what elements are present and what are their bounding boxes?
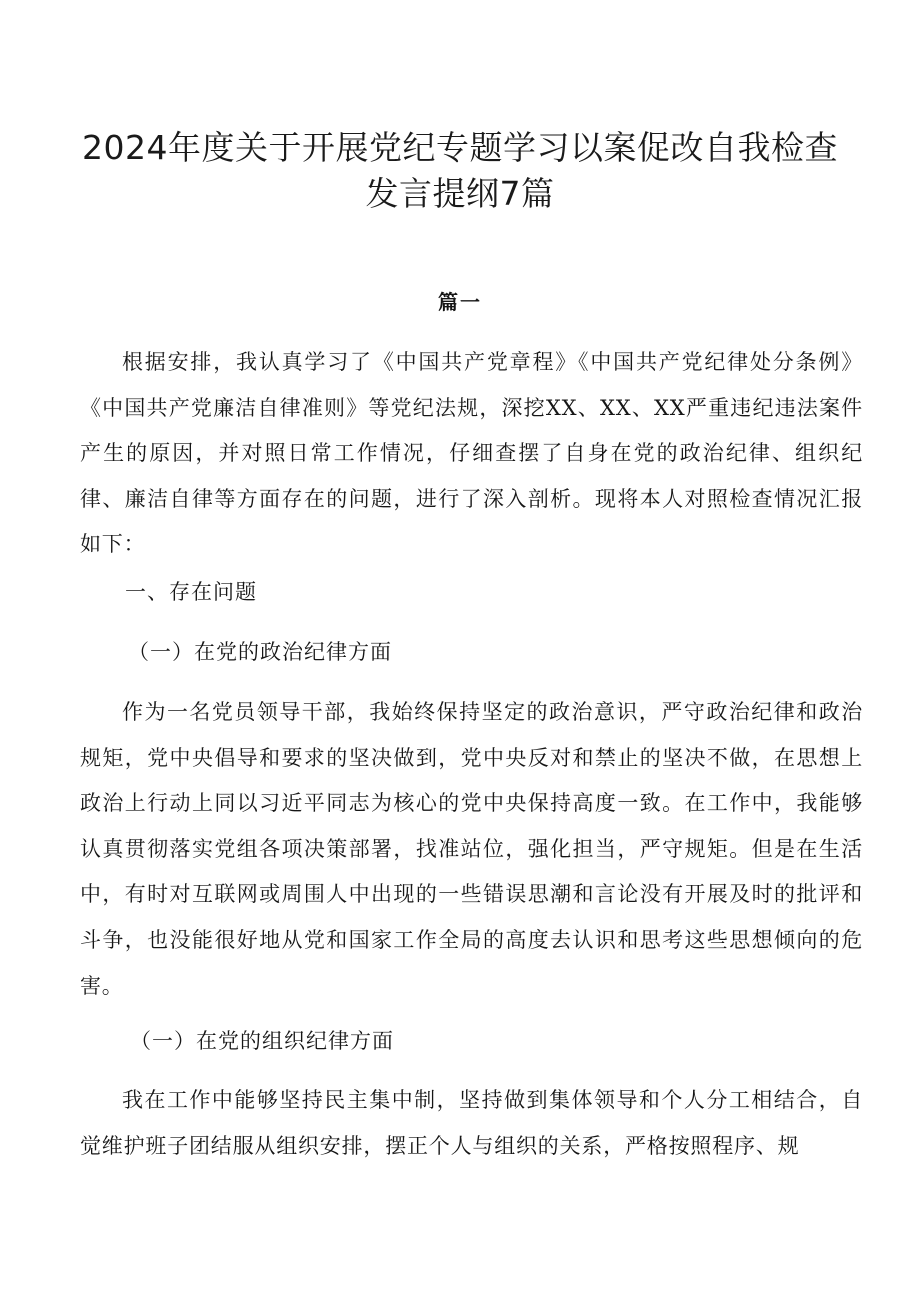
- organizational-discipline-paragraph: 我在工作中能够坚持民主集中制，坚持做到集体领导和个人分工相结合，自觉维护班子团结服从组织安排，摆正个人与组织的关系，严格按照程序、规: [80, 1088, 863, 1158]
- heading-problems: 一、存在问题: [125, 580, 257, 604]
- political-discipline-paragraph: 作为一名党员领导干部，我始终保持坚定的政治意识，严守政治纪律和政治规矩，党中央倡导和要求的坚决做到，党中央反对和禁止的坚决不做，在思想上政治上行动上同以习近平同志为核心的党中央保持高度一致。在工作中，我能够认真贯彻落实党组各项决策部署，找准站位，强化担当，严守规矩。但是在生活中，有时对互联网或周围人中出现的一些错误思潮和言论没有开展及时的批评和斗争，也没能很好地从党和国家工作全局的高度去认识和思考这些思想倾向的危害。: [80, 700, 863, 998]
- intro-paragraph: 根据安排，我认真学习了《中国共产党章程》《中国共产党纪律处分条例》《中国共产党廉洁自律准则》等党纪法规，深挖XX、XX、XX严重违纪违法案件产生的原因，并对照日常工作情况，仔细查摆了自身在党的政治纪律、组织纪律、廉洁自律等方面存在的问题，进行了深入剖析。现将本人对照检查情况汇报如下：: [80, 350, 863, 557]
- subheading-organizational-discipline: （一）在党的组织纪律方面: [130, 1029, 394, 1053]
- section-heading: 篇一: [438, 290, 482, 314]
- document-title-line-1: 2024年度关于开展党纪专题学习以案促改自我检查: [82, 128, 838, 167]
- subheading-political-discipline: （一）在党的政治纪律方面: [128, 640, 392, 664]
- document-title-line-2: 发言提纲7篇: [365, 174, 555, 213]
